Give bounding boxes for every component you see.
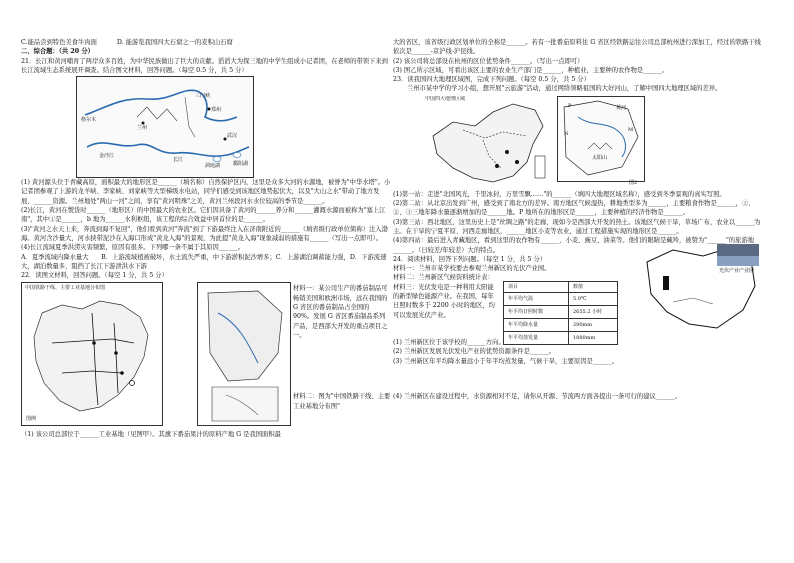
q24-text [393,264,623,349]
tomato-region-map [197,282,291,426]
label-m: M [628,126,634,133]
map-label-zhengzhou: 郑州 [211,107,222,114]
q23-part1: (1)第一站：走进"北国风光，千里冰封，万里雪飘……"的______（填四大地理区域名称），感受到冬季景观的真实写照。 [393,190,726,198]
q24-questions [393,338,633,366]
q22-material2: 材料二：图为"中国铁路干线、主要工业基地分布图" [293,393,391,410]
q21-part1: (1) 黄河源头位于青藏高原，面积最大的地形区是______（填名称）自然保护区内，这里是众多大河的水源地，被誉为"中华水塔"。小记者团参观了上游的龙羊峡、李家峡、刘家峡等大型梯级水电站，同学们感受到该地区地势起伏大，以及"大山之水"带动了地方发展，______资源。兰州地处"两山一河"之间，享有"黄河明珠"之美，黄河兰州段河水水位较高的季节是______。 [21,179,391,205]
q22-cont-3: (3) 图乙所示区域，可看出该区主要的农业生产部门是______，种植业，主要种的农作物是______。 [393,66,669,74]
q24-part4: (4) 兰州新区在建设过程中，水资源相对不足，请你从开源、节流两方面各提出一条可行的建议______。 [393,393,681,401]
table-cell: 年平均气温 [504,292,569,305]
regions-map-graphic [423,96,553,188]
q24-material3: 材料三：光伏发电是一种利用太阳能的新型绿色能源产业。在我国，每年日照时数多于 2200 小时的地区，均可以发展光伏产业。 [393,283,495,319]
q24-part1: (1) 兰州新区位于该学校的______方向。 [393,339,505,347]
q24-intro: 24．阅读材料，回答下列问题。（每空 1 分，共 5 分） [393,255,547,263]
map-label-sanmenxia: 三门峡 [195,93,211,100]
fig2-label: 图2 [629,179,638,186]
q24-part2: (2) 兰州新区发展光伏发电产业的优势资源条件是______。 [393,348,556,356]
q24-material2: 材料二：兰州新区气候资料统计表： [393,274,494,282]
map-label-poyang: 鄱阳湖 [233,161,249,168]
region-detail-graphic [558,97,644,181]
label-huanghe: 黄河 [616,104,627,111]
q22-material1: 材料一：某公司生产的番茄制品可畅销美国和欧洲市场，远在我国的 G 省区的番茄制品占全国的 90%。发展 G 省区番茄制品系列产品，是西部大开发的重点项目之一。 [293,285,388,339]
q23-part2: (2)第二站：从北京出发到广州，感受到了南北方的差异。南方地区气候湿热，耕地类型多为______，主要粮食作物是______，①、②、③三地年降水量逐渐增加的是______地。P 地所在的地形区是______，主要种植的经济作物是______。 [393,200,755,217]
q24-material1: 材料一：兰州市某学校要去参观兰州新区的光伏产业园。 [393,265,551,273]
q22-cont-2: (2) 该公司将总部设在杭州的区位优势条件______。（写出一点即可） [393,57,584,65]
table-cell: 年平均降水量 [504,318,569,331]
q22-cont-1: 大的省区，该省级行政区划单位的全称是______。若有一批番茄原料往 G 省区经铁路运往公司总部杭州进行深加工，经过的铁路干线依次是______-京沪线-沪昆线。 [393,39,761,56]
table-cell: 1880mm [569,331,618,344]
q23-figure-block [393,94,765,190]
map-label-changjiang: 长江 [173,157,184,164]
lanzhou-map-graphic [633,242,763,334]
header-options [21,38,391,47]
climate-table [503,281,618,345]
river-map-graphic [77,77,253,177]
q24-part3: (3) 兰州新区年平均降水量远小于年平均蒸发量，气候干旱，主要原因是______。 [393,357,619,365]
q22-figure-block [21,280,391,430]
table-header: 项目 [504,281,569,292]
q23-note: 兰州市某中学的学习小组，想开展"云旅游"活动，通过网络领略祖国的大好河山，了解中国四大地理区域的差异。 [407,85,722,93]
q23-intro: 23．读我国四大地理区域图，完成下列问题。（每空 0.5 分，共 5 分） [393,76,590,84]
q22-intro: 22．读图文材料，回答问题。（每空 1 分，共 5 分） [21,272,168,280]
regions-map-title: 中国四大地理区域 [425,95,466,102]
table-cell: 2655.2 小时 [569,305,618,318]
q21-part2: (2)长江，黄河在製货时______（地形区）的中国最大的农业区。它们因具备了黄河的______养分和______灌溉水源而被称为"塞上江南"，其中①是______，b 地为______水利枢纽，该工程的综合效益中居首位的是______。 [21,207,386,224]
region-detail-map [557,96,645,182]
q24-block [393,264,765,392]
lanzhou-new-area-map [633,242,763,334]
table-cell: 年平均日照时数 [504,305,569,318]
section-title: 二、综合题：（共 20 分） [21,48,94,56]
q21-intro: 21．长江和黄河哺育了两岸众多百姓，为中华民族做出了巨大的贡献。滔滔大为探三地的中学生组成小记者团，在老师的带领下来到长江流域生态系统展开调查。结合图文材料，回答问题。（每空 0.5 分，共 5 分） [21,57,388,74]
railway-industry-map [21,282,163,426]
label-p: P [568,102,572,109]
label-taiyangshan: 太阳山 [592,154,608,161]
option-d: D. 能游览我国四大石窟之一的麦积山石窟 [116,39,233,46]
map-label-golmud: 格尔木 [81,117,97,124]
option-c: C.能品尝到特色美食牛肉面 [21,39,97,46]
q23-part3: (3)第三站：西北地区，这里历史上是"丝绸之路"的走廊，现如今是西部大开发的热土。该地区气候干旱，草场广布，农业以______为主。在干旱的宁夏平原、河西走廊地区，______地区小麦等农业，通过工程措施实现的地形区是______。 [393,218,761,235]
q21-part4: (4)长江流域夏季洪涝灾害频繁，原因有很多。下列哪一条不属于其原因______。 [21,244,245,252]
table-cell: 5.9℃ [569,292,618,305]
map-label-wuhan: 武汉 [227,133,238,140]
railway-map-graphic [22,283,162,425]
map-label-lanzhou: 兰州 [137,125,148,132]
table-header: 数值 [569,281,618,292]
label-n: N [564,130,569,137]
table-cell: 290mm [569,318,618,331]
map-label-jinsha: 金沙江 [99,153,115,160]
q22-part1: （1) 该公司总部位于______工业基地（见图甲）。其旗下番茄果汁的原料产地 G 是我国面积最 [21,431,281,439]
q21-options: A．夏季流域内降水量大 B．上游流域植被破坏，水土流失严重，中下游淤积泥沙增多；C．上游湖泊调蓄能力强，D．下游流速大，湖泊数量多，阻挡了长江下游泄洪水下游 [21,253,387,270]
map-label-dongting: 洞庭湖 [205,163,221,170]
table-cell: 年平均蒸发量 [504,331,569,344]
tomato-map-graphic [198,283,290,425]
photo-caption: 光伏产业产业园 [719,268,755,275]
china-regions-map [423,96,553,188]
railway-map-title: 中国铁路干线、主要工业基地分布图 [25,285,106,292]
q23-part4: (4)第四站：最后进入青藏地区，看到这里的农作物有______、小麦、豌豆、油菜等。他们的眼睛是藏羚，被赞为"______"的旅游地______。（日较差/年较差）大的特点。 [393,237,755,254]
q21-part3: (3)"黄河之水天上来，奔流到海不复回"，他们看到黄河"奔流"到了下游最终注入在济南附近的______（填省级行政单位简称）注入渤海。黄河含沙量大，河水挟带泥沙在入海口形成"黄龙入海"的景观，为此提"黄龙入海"现象减弱的措施有______（写出一点即可）。 [21,225,388,242]
yangtze-yellow-river-map [76,76,254,178]
legend-label: 图例 [26,416,37,423]
